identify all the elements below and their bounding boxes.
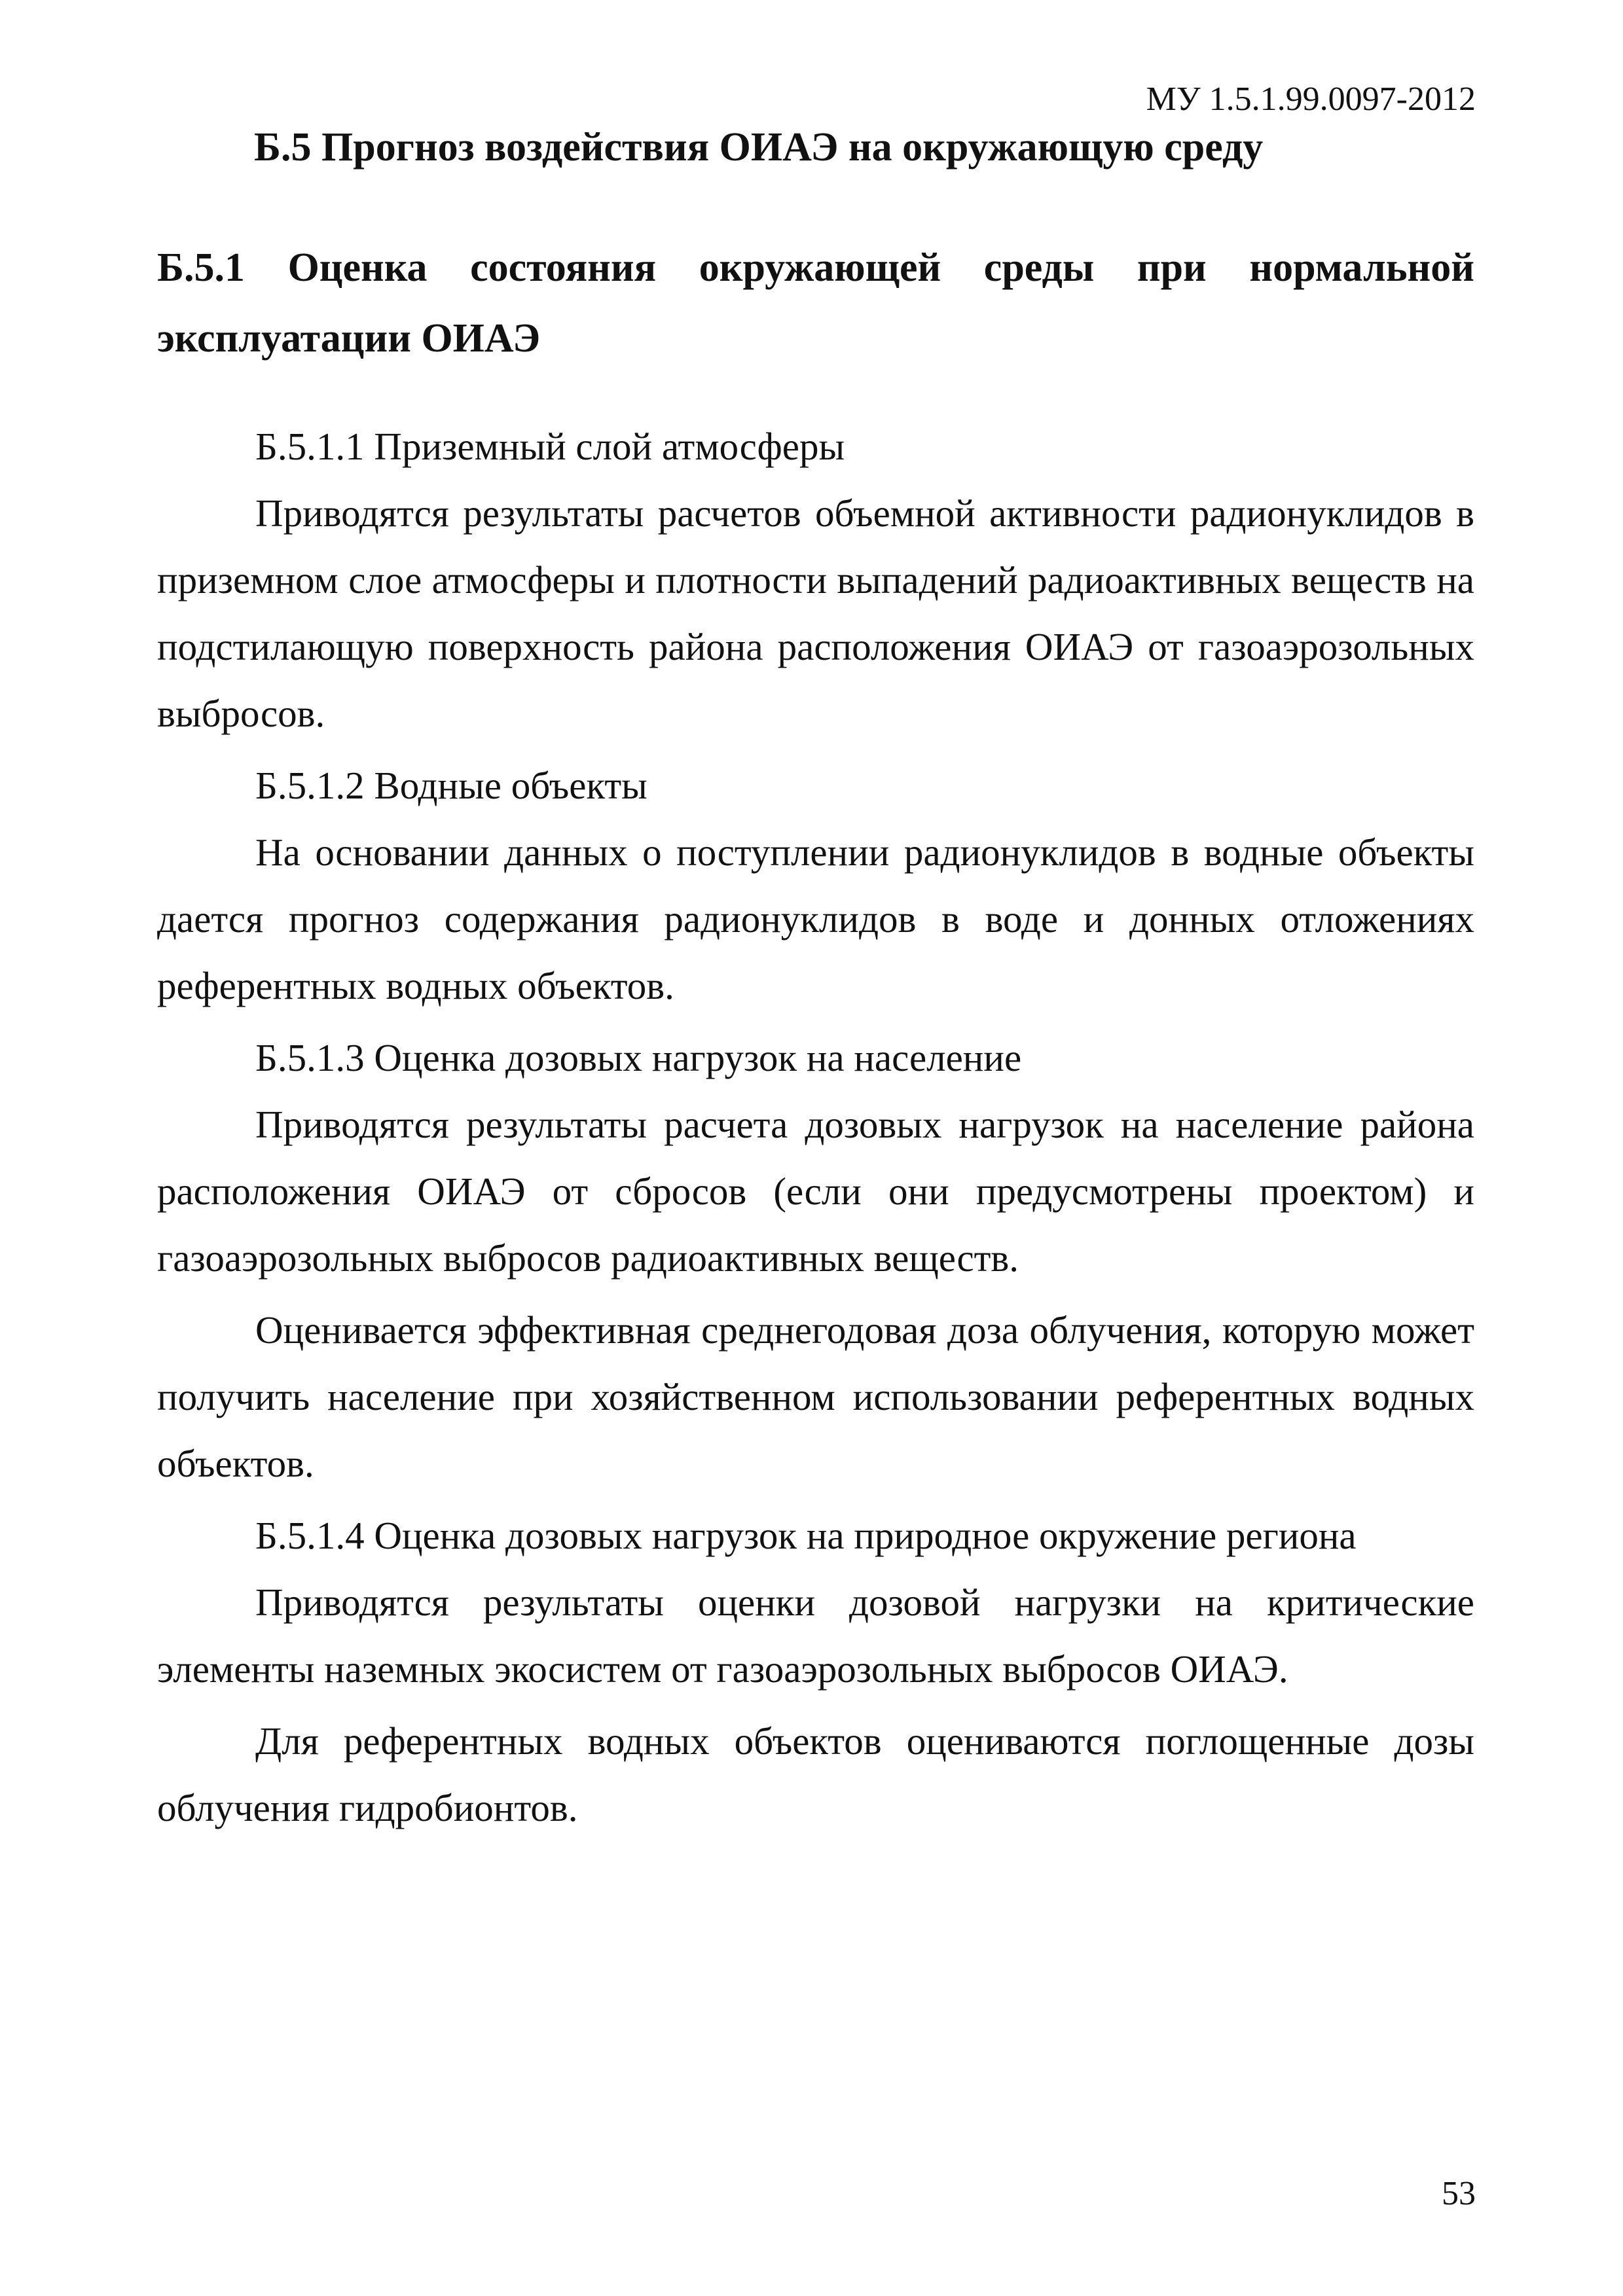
heading-water-bodies: Б.5.1.2 Водные объекты — [255, 764, 647, 807]
page-number: 53 — [1442, 2175, 1476, 2212]
paragraph-ecosystem-dose: Приводятся результаты оценки дозовой нагрузки на критические элементы наземных экосистем от газоаэрозольных выбросов ОИАЭ. — [157, 1581, 1474, 1691]
document-code: МУ 1.5.1.99.0097-2012 — [1146, 81, 1476, 118]
paragraph-effective-dose: Оценивается эффективная среднегодовая доза облучения, которую может получить население при хозяйственном использовании референтных водных объектов. — [157, 1308, 1474, 1485]
document-body — [157, 413, 1474, 1841]
heading-environment-dose: Б.5.1.4 Оценка дозовых нагрузок на природное окружение региона — [255, 1514, 1357, 1557]
paragraph-population-dose: Приводятся результаты расчета дозовых нагрузок на население района расположения ОИАЭ от сбросов (если они предусмотрены проектом) и газоаэрозольных выбросов радиоактивных веществ. — [157, 1103, 1474, 1280]
paragraph-water-bodies: На основании данных о поступлении радионуклидов в водные объекты дается прогноз содержания радионуклидов в воде и донных отложениях референтных водных объектов. — [157, 831, 1474, 1007]
paragraph-hydrobionts-dose: Для референтных водных объектов оцениваются поглощенные дозы облучения гидробионтов. — [157, 1719, 1474, 1829]
section-title: Б.5 Прогноз воздействия ОИАЭ на окружающую среду — [254, 125, 1264, 170]
paragraph-atmosphere: Приводятся результаты расчетов объемной активности радионуклидов в приземном слое атмосферы и плотности выпадений радиоактивных веществ на подстилающую поверхность района расположения ОИАЭ от газоаэрозольных выбросов. — [157, 492, 1474, 735]
subsection-title-line-2: эксплуатации ОИАЭ — [157, 316, 541, 361]
heading-atmosphere: Б.5.1.1 Приземный слой атмосферы — [255, 425, 845, 468]
subsection-title — [157, 232, 1474, 374]
heading-population-dose: Б.5.1.3 Оценка дозовых нагрузок на население — [255, 1036, 1022, 1079]
subsection-title-line-1: Б.5.1 Оценка состояния окружающей среды при нормальной — [157, 245, 1474, 290]
